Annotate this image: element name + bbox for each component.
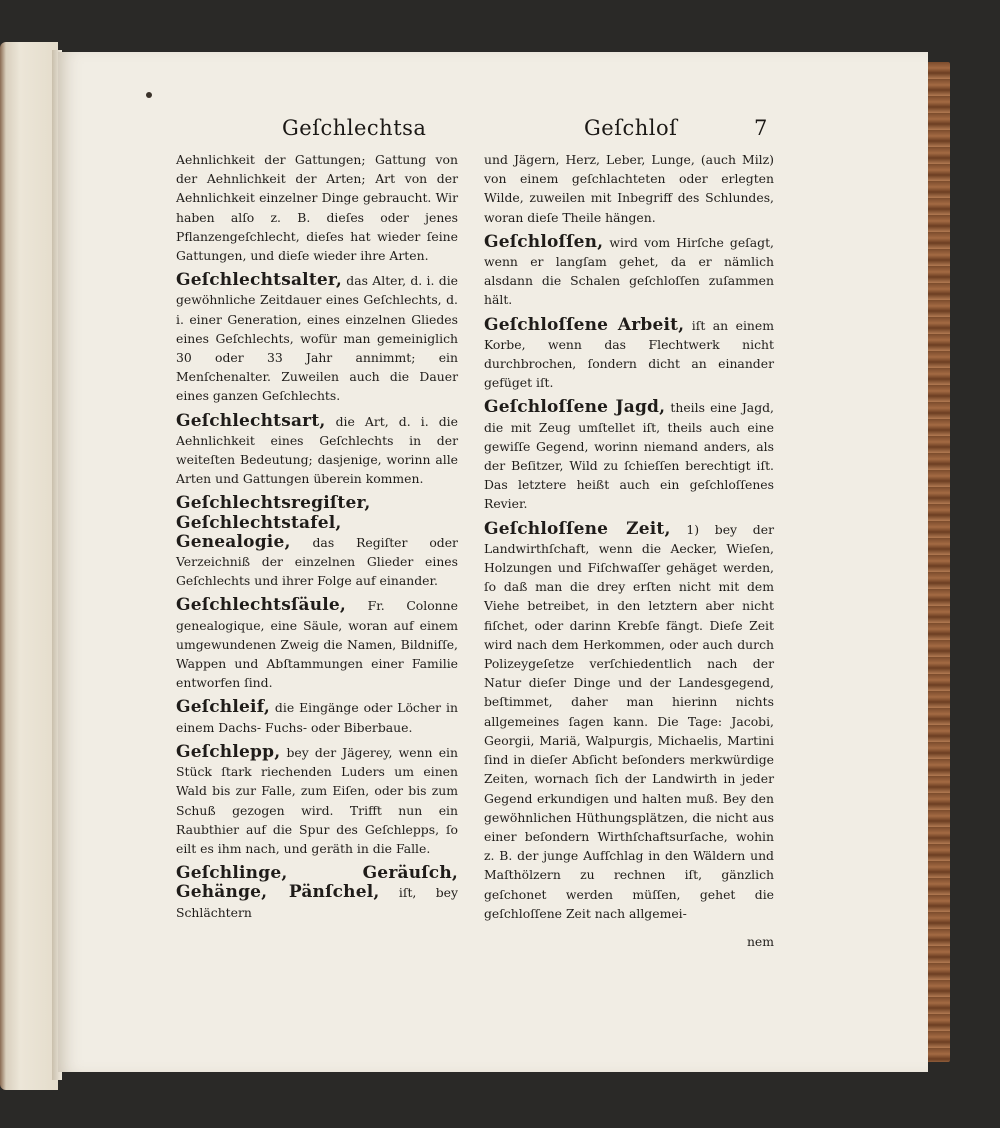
- running-head-center: Geſchloſ: [584, 116, 678, 140]
- entry-headword: Geſchlinge, Geräuſch, Gehänge, Pänſchel,: [176, 863, 458, 903]
- ink-spot: [146, 92, 152, 98]
- dictionary-entry: Geſchlechtsregiſter, Geſchlechtstafel, Genealogie, das Regiſter oder Verzeichniß der einzelnen Glieder eines Geſchlechts und ihrer Folge auf einander.: [176, 493, 458, 589]
- entry-headword: Geſchlepp,: [176, 741, 281, 762]
- entry-headword: Geſchloſſene Zeit,: [484, 518, 671, 539]
- entry-headword: Geſchloſſene Jagd,: [484, 397, 666, 418]
- left-column: [176, 150, 458, 928]
- dictionary-entry: Geſchloſſene Zeit, 1) bey der Landwirthſchaft, wenn die Aecker, Wieſen, Holzungen und Fiſchwaſſer gehäget werden, ſo daß man die drey erſten nicht mit dem Viehe betreibet, in den letztern aber nicht fiſchet, oder darinn Krebſe fängt. Dieſe Zeit wird nach dem Herkommen, oder auch durch Polizeygeſetze verſchiedentlich nach der Natur dieſer Dinge und der Landesgegend, beſtimmet, daher man hierinn nichts allgemeines ſagen kann. Die Tage: Jacobi, Georgii, Mariä, Walpurgis, Michaelis, Martini ſind in dieſer Abſicht beſonders merkwürdige Zeiten, wornach ſich der Landwirth in jeder Gegend erkundigen und halten muß. Bey den gewöhnlichen Hüthungsplätzen, die nicht aus einer beſondern Wirthſchaftsurſache, wohin z. B. der junge Aufſchlag in den Wäldern und Maſthölzern zu rechnen iſt, gänzlich geſchonet werden müſſen, gehet die geſchloſſene Zeit nach allgemei-: [484, 518, 774, 921]
- dictionary-entry: Geſchloſſen, wird vom Hirſche geſagt, wenn er langſam gehet, da er nämlich alsdann die Schalen geſchloſſen zuſammen hält.: [484, 231, 774, 308]
- entry-headword: Geſchlechtsalter,: [176, 270, 342, 291]
- running-head-left: Geſchlechtsa: [282, 116, 427, 140]
- dictionary-entry: Geſchlechtsart, die Art, d. i. die Aehnlichkeit eines Geſchlechts in der weiteſten Bedeutung; dasjenige, worinn alle Arten und Gattungen überein kommen.: [176, 410, 458, 487]
- entry-headword: Geſchloſſene Arbeit,: [484, 314, 685, 335]
- dictionary-entry: Geſchlepp, bey der Jägerey, wenn ein Stück ſtark riechenden Luders um einen Wald bis zur Falle, zum Eiſen, oder bis zum Schuß gezogen wird. Trifft nun ein Raubthier auf die Spur des Geſchlepps, ſo eilt es ihm nach, und geräth in die Falle.: [176, 741, 458, 856]
- dictionary-entry: und Jägern, Herz, Leber, Lunge, (auch Milz) von einem geſchlachteten oder erlegten Wilde, zuweilen mit Inbegriff des Schlundes, woran dieſe Theile hängen.: [484, 152, 774, 225]
- entry-headword: Geſchlechtsſäule,: [176, 595, 347, 616]
- catchword: nem: [746, 933, 774, 949]
- facing-page-edge: [0, 42, 58, 1090]
- dictionary-entry: Geſchlechtsalter, das Alter, d. i. die gewöhnliche Zeitdauer eines Geſchlechts, d. i. einer Generation, eines einzelnen Gliedes eines Geſchlechts, wofür man gemeiniglich 30 oder 33 Jahr annimmt; ein Menſchenalter. Zuweilen auch die Dauer eines ganzen Geſchlechts.: [176, 270, 458, 404]
- right-column: [484, 150, 774, 949]
- entry-headword: Geſchloſſen,: [484, 231, 604, 252]
- dictionary-entry: Aehnlichkeit der Gattungen; Gattung von der Aehnlichkeit der Arten; Art von der Aehnlichkeit einzelner Dinge gebraucht. Wir haben alſo z. B. dieſes oder jenes Pflanzengeſchlecht, dieſes hat wieder ſeine Gattungen, und dieſe wieder ihre Arten.: [176, 152, 458, 264]
- page-number: 7: [754, 116, 768, 140]
- dictionary-entry: Geſchloſſene Arbeit, iſt an einem Korbe, wenn das Flechtwerk nicht durchbrochen, ſondern dicht an einander gefüget iſt.: [484, 314, 774, 391]
- dictionary-entry: Geſchlechtsſäule, Fr. Colonne genealogique, eine Säule, woran auf einem umgewundenen Zweig die Namen, Bildniſſe, Wappen und Abſtammungen einer Familie entworfen ſind.: [176, 595, 458, 691]
- entry-headword: Geſchlechtsregiſter, Geſchlechtstafel, Genealogie,: [176, 493, 371, 552]
- book-page: [58, 52, 928, 1072]
- dictionary-entry: Geſchlinge, Geräuſch, Gehänge, Pänſchel, iſt, bey Schlächtern: [176, 863, 458, 920]
- dictionary-entry: Geſchleif, die Eingänge oder Löcher in einem Dachs- Fuchs- oder Biberbaue.: [176, 697, 458, 735]
- entry-headword: Geſchlechtsart,: [176, 410, 326, 431]
- entry-headword: Geſchleif,: [176, 697, 270, 718]
- dictionary-entry: Geſchloſſene Jagd, theils eine Jagd, die mit Zeug umſtellet iſt, theils auch eine gewiſſe Gegend, worinn niemand anders, als der Beſitzer, Wild zu ſchieſſen berechtigt iſt. Das letztere heißt auch ein geſchloſſenes Revier.: [484, 397, 774, 512]
